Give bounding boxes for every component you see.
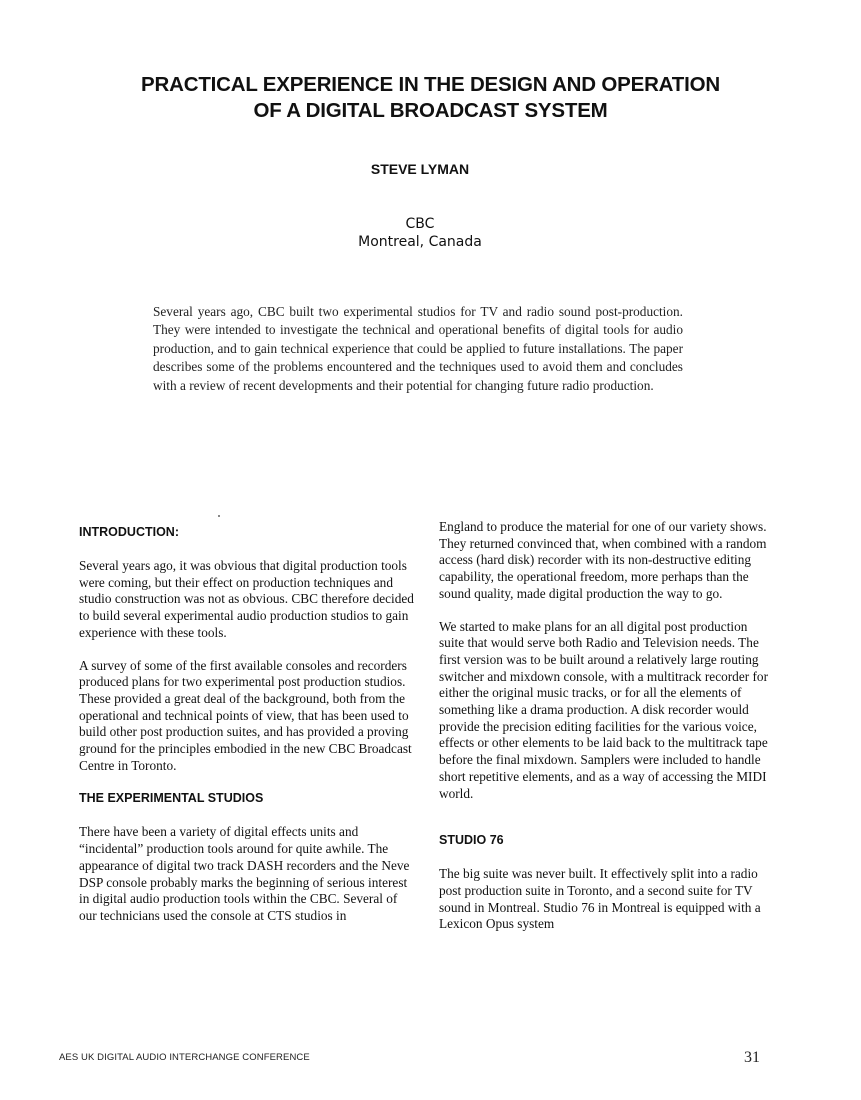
paper-title: [60, 72, 801, 124]
affiliation-org: CBC: [405, 216, 435, 232]
affiliation: [0, 215, 840, 251]
abstract: Several years ago, CBC built two experimental studios for TV and radio sound post-production. They were intended to investigate the technical and operational benefits of digital tools for audio production, and to gain technical experience that could be applied to future installations. The paper describes some of the problems encountered and the techniques used to avoid them and concludes with a review of recent developments and their potential for changing future radio production.: [153, 304, 683, 393]
section-heading-introduction: INTRODUCTION:: [79, 525, 179, 539]
scan-speck: [218, 515, 220, 517]
footer-conference: AES UK DIGITAL AUDIO INTERCHANGE CONFERENCE: [59, 1052, 310, 1063]
paragraph: England to produce the material for one of our variety shows. They returned convinced that, when combined with a random access (hard disk) recorder with its non-destructive editing capability, the operational freedom, more perhaps than the sound quality, made digital production the way to go.: [439, 519, 767, 601]
page-number: 31: [744, 1049, 760, 1066]
author-name: STEVE LYMAN: [370, 161, 470, 177]
section-heading-experimental-studios: THE EXPERIMENTAL STUDIOS: [79, 791, 264, 806]
paragraph: There have been a variety of digital effects units and “incidental” production tools around for quite awhile. The appearance of digital two track DASH recorders and the Neve DSP console probably marks the beginning of serious interest in digital audio production tools within the CBC. Several of our technicians used the console at CTS studios in: [79, 824, 410, 923]
paragraph: Several years ago, it was obvious that digital production tools were coming, but their effect on production techniques and studio construction was not as obvious. CBC therefore decided to build several experimental audio production studios to gain experience with these tools.: [79, 558, 414, 640]
paragraph: The big suite was never built. It effectively split into a radio post production suite in Toronto, and a second suite for TV sound in Montreal. Studio 76 in Montreal is equipped with a Lexicon Opus system: [439, 866, 761, 932]
title-line-1: PRACTICAL EXPERIENCE IN THE DESIGN AND OPERATION: [141, 73, 720, 96]
paragraph: We started to make plans for an all digital post production suite that would serve both Radio and Television needs. The first version was to be built around a relatively large routing switcher and mixdown console, with a multitrack recorder for either the original music tracks, or for all the elements of something like a drama production. A disk recorder would provide the precision editing facilities for the various voice, effects or other elements to be laid back to the multitrack tape before the final mixdown. Samplers were included to handle short repetitive elements, and as a way of accessing the MIDI world.: [439, 618, 768, 801]
title-line-2: OF A DIGITAL BROADCAST SYSTEM: [253, 99, 608, 122]
affiliation-location: Montreal, Canada: [358, 234, 482, 250]
right-column: [439, 519, 774, 949]
paragraph: A survey of some of the first available consoles and recorders produced plans for two experimental post production studios. These provided a great deal of the background, both from the operational and technical points of view, that has been used to build other post production suites, and has provided a proving ground for the principles embodied in the new CBC Broadcast Centre in Toronto.: [79, 657, 412, 773]
left-column: [79, 524, 414, 941]
section-heading-studio-76: STUDIO 76: [439, 833, 504, 848]
